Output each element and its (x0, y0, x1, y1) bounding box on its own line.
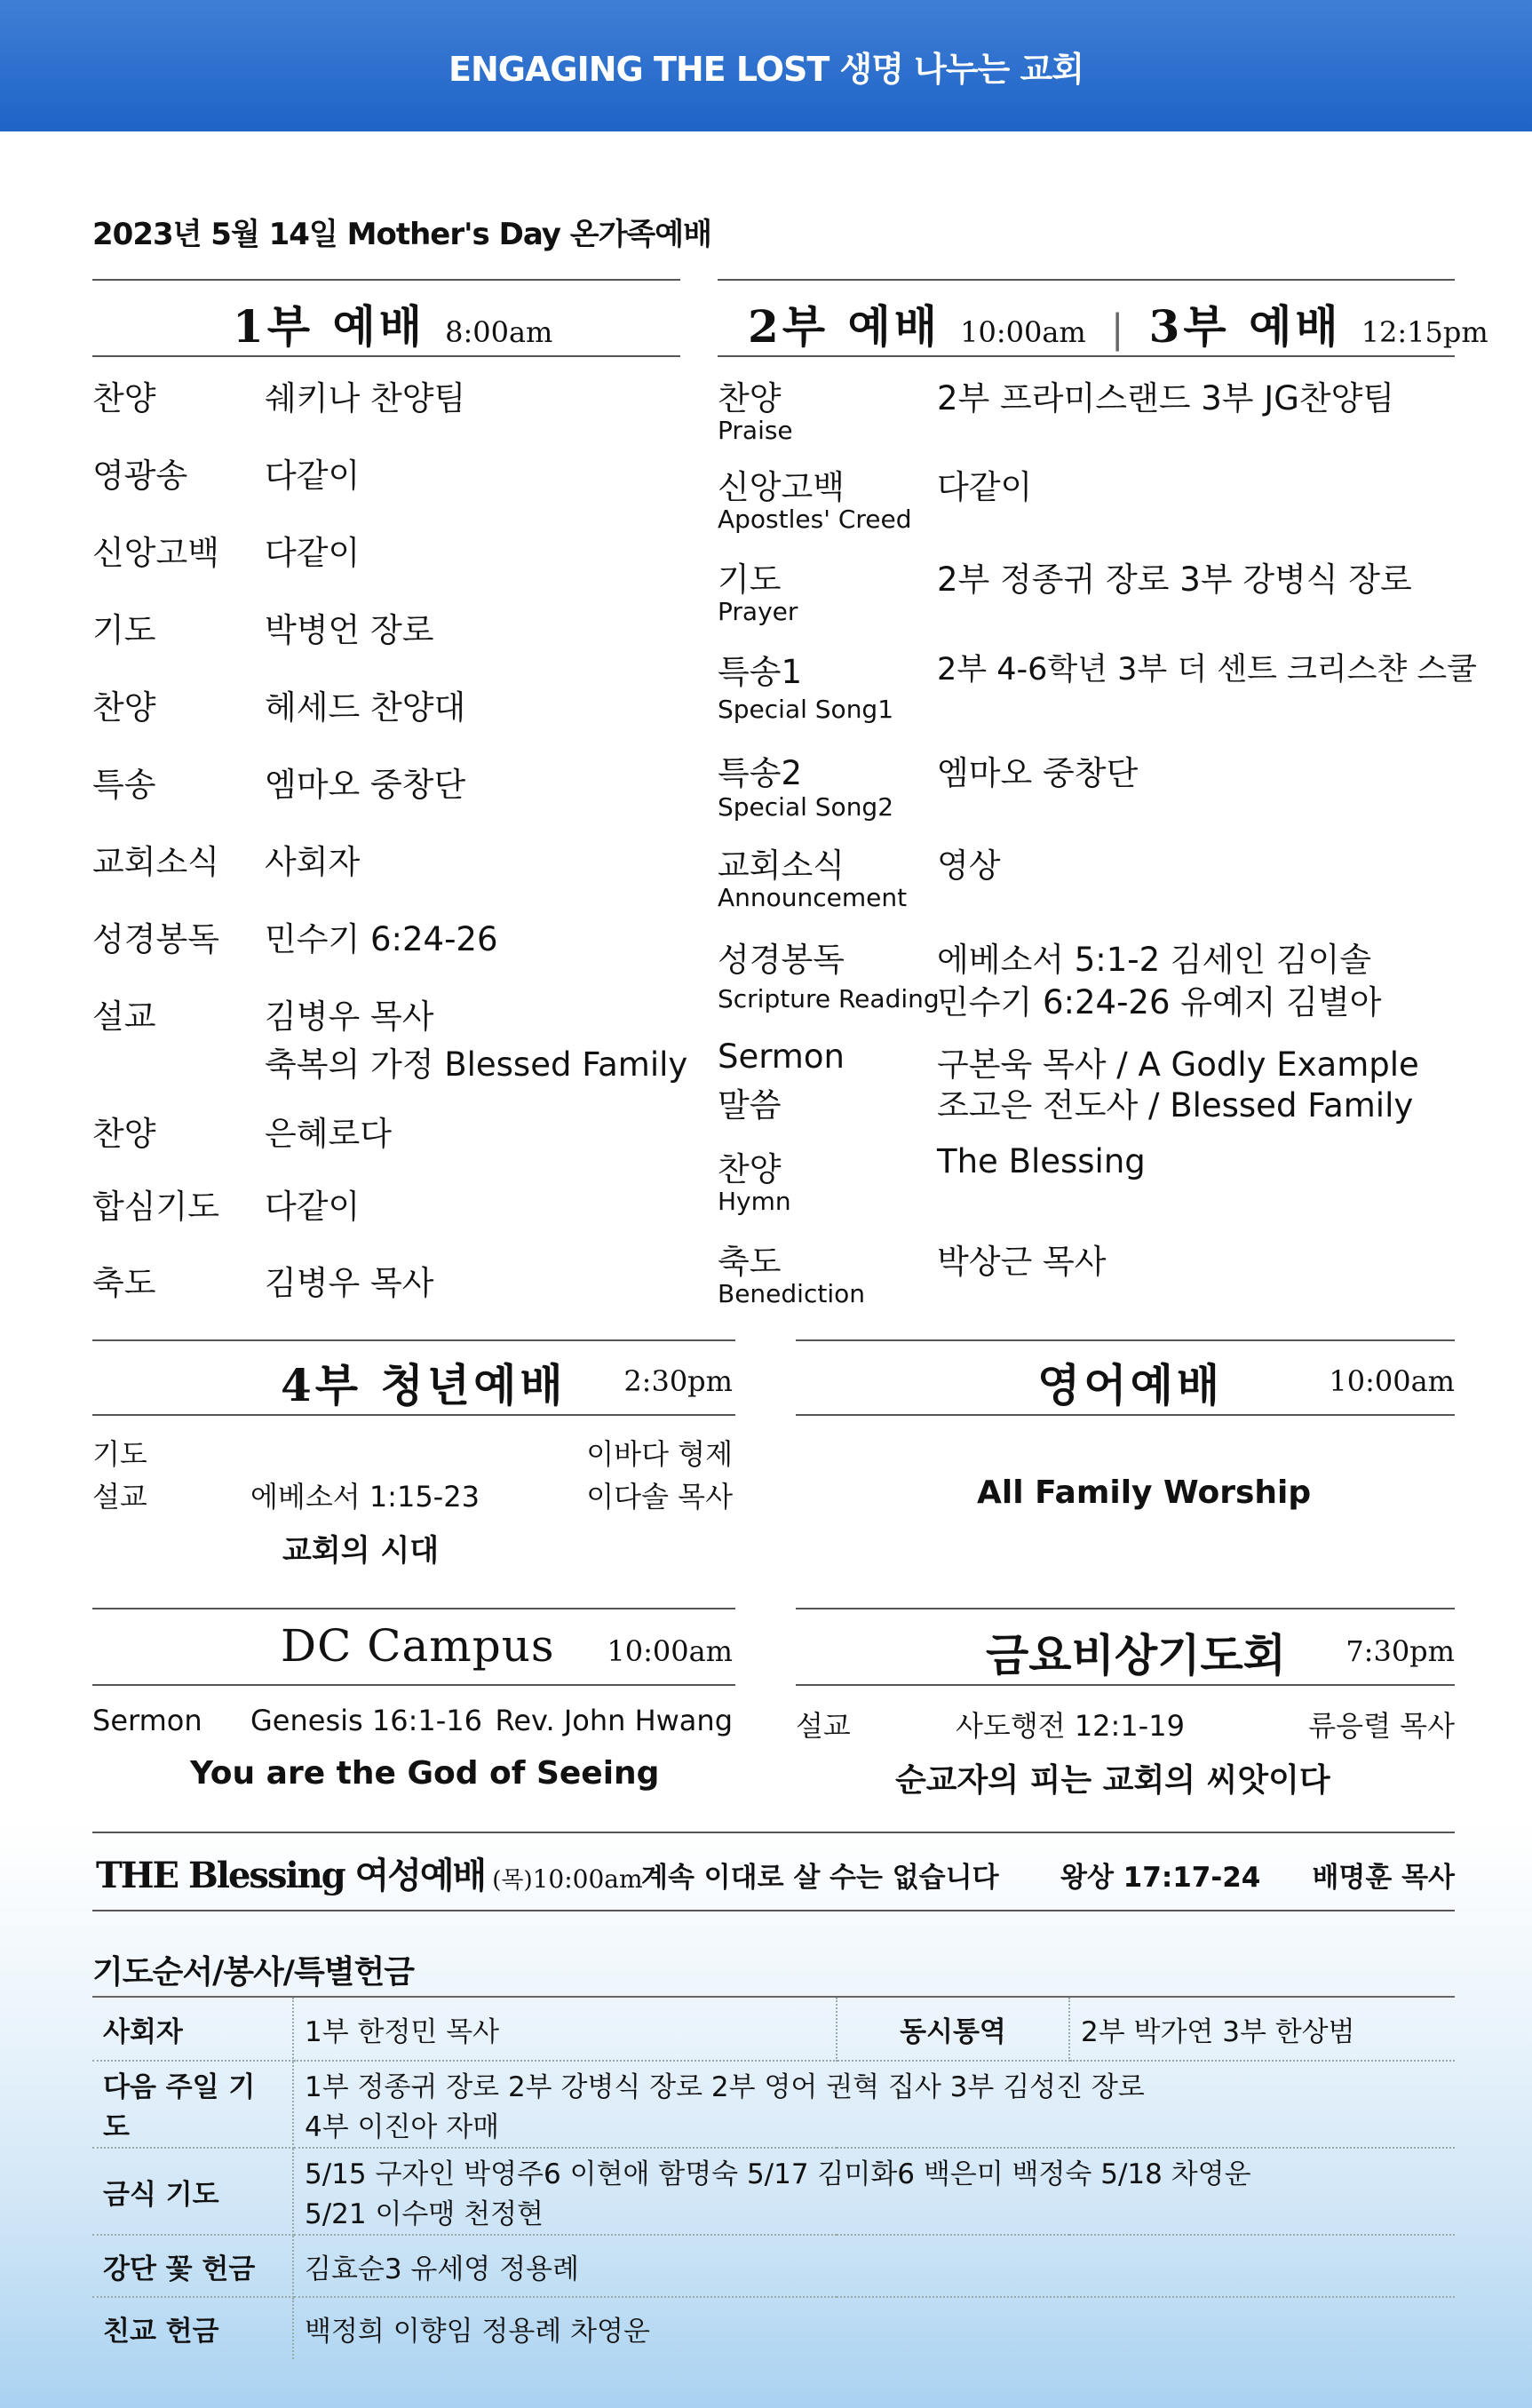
dc-name: DC Campus (281, 1620, 555, 1672)
svc1-value: 사회자 (265, 843, 361, 881)
svc23-sublabel: Special Song1 (718, 695, 894, 724)
table-row (92, 2148, 1455, 2235)
divider (796, 1684, 1455, 1686)
svc23-label: 기도 (718, 560, 782, 599)
svc1-label: 설교 (92, 997, 156, 1036)
fellowship-value: 백정희 이향임 정용례 차영운 (305, 2316, 650, 2348)
service-info-heading: 기도순서/봉사/특별헌금 (92, 1954, 415, 1991)
divider (92, 355, 680, 357)
mc-value: 1부 한정민 목사 (293, 1997, 837, 2061)
svc23-sublabel: 말씀 (718, 1086, 782, 1125)
page-header (0, 0, 1532, 131)
fasting-line: 5/21 이수맹 천정현 (305, 2198, 544, 2230)
interp-value: 2부 박가연 3부 한상범 (1069, 1997, 1455, 2061)
table-row (92, 2061, 1455, 2148)
svc23-heading (748, 291, 1488, 355)
svc23-sublabel: Scripture Reading (718, 984, 940, 1013)
divider (92, 279, 680, 281)
svc23-label: 특송2 (718, 754, 803, 792)
svc1-value: 헤세드 찬양대 (265, 688, 466, 727)
svc1-value: 다같이 (265, 1188, 361, 1226)
svc1-heading (233, 291, 552, 355)
svc1-label: 영광송 (92, 457, 188, 495)
date-title: 2023년 5월 14일 Mother's Day 온가족예배 (92, 217, 711, 252)
svc23-sublabel: Prayer (718, 597, 798, 626)
friday-label: 설교 (796, 1709, 851, 1743)
svc23-label: 특송1 (718, 653, 803, 691)
blessing-heading (96, 1848, 643, 1898)
svc4-sermon-value: 이다솔 목사 (586, 1480, 733, 1514)
svc23-label: 축도 (718, 1243, 782, 1281)
svc1-label: 합심기도 (92, 1188, 219, 1226)
blessing-title: 계속 이대로 살 수는 없습니다 (641, 1862, 999, 1894)
svc1-label: 축도 (92, 1264, 156, 1302)
svc1-value: 엠마오 중창단 (265, 766, 466, 804)
dc-text: Genesis 16:1-16 (250, 1704, 482, 1737)
header-title: ENGAGING THE LOST 생명 나누는 교회 (448, 49, 1084, 89)
fasting-label: 금식 기도 (92, 2148, 293, 2235)
svc1-value: 은혜로다 (265, 1115, 392, 1153)
svc1-time: 8:00am (445, 315, 553, 349)
fasting-cell (293, 2148, 1455, 2235)
svc4-name: 4부 청년예배 (281, 1359, 567, 1411)
dc-speaker: Rev. John Hwang (495, 1704, 733, 1737)
svc23-value: 다같이 (937, 468, 1033, 506)
flower-value: 김효순3 유세영 정용례 (293, 2235, 1455, 2297)
svc23-label: 성경봉독 (718, 941, 845, 979)
svc1-name: 1부 예배 (233, 300, 426, 353)
svc23-sublabel: Apostles' Creed (718, 505, 912, 534)
svc1-value: 다같이 (265, 534, 361, 572)
table-row (92, 2235, 1455, 2297)
english-name: 영어예배 (1037, 1359, 1224, 1411)
svc23-label: 교회소식 (718, 846, 845, 885)
separator-bar: | (1110, 306, 1124, 352)
divider (92, 1910, 1455, 1911)
svc4-sermon-text: 에베소서 1:15-23 (250, 1480, 480, 1514)
svc23-sublabel: Praise (718, 416, 793, 445)
svc23-value: 2부 정종귀 장로 3부 강병식 장로 (937, 560, 1412, 599)
svc2-name: 2부 예배 (748, 300, 941, 353)
blessing-name: THE Blessing 여성예배 (96, 1855, 486, 1896)
divider (718, 355, 1455, 357)
next-prayer-line: 4부 이진아 자매 (305, 2111, 500, 2143)
friday-speaker: 류응렬 목사 (1308, 1709, 1455, 1743)
svc1-value: 김병우 목사 (265, 1264, 434, 1302)
svc23-value: 민수기 6:24-26 유예지 김별아 (937, 983, 1382, 1021)
interp-label: 동시통역 (837, 1997, 1069, 2061)
svc4-sermon-label: 설교 (92, 1480, 147, 1514)
table-row (92, 2297, 1455, 2359)
svc23-value: 2부 프라미스랜드 3부 JG찬양팀 (937, 379, 1395, 417)
svc23-label: 신앙고백 (718, 468, 845, 506)
blessing-day: (목) (492, 1867, 533, 1894)
svc23-value: 엠마오 중창단 (937, 754, 1139, 792)
svc1-value: 박병언 장로 (265, 611, 434, 649)
divider (796, 1414, 1455, 1416)
svc23-sublabel: Special Song2 (718, 792, 894, 822)
dc-time: 10:00am (607, 1634, 733, 1668)
divider (92, 1414, 735, 1416)
svc1-label: 교회소식 (92, 843, 219, 881)
svc23-label: 찬양 (718, 1150, 782, 1188)
mc-label: 사회자 (92, 1997, 293, 2061)
svc23-sublabel: Benediction (718, 1279, 865, 1308)
divider (718, 279, 1455, 281)
svc1-value: 축복의 가정 Blessed Family (265, 1045, 688, 1084)
svc23-label: Sermon (718, 1037, 845, 1076)
svc23-value: 박상근 목사 (937, 1243, 1107, 1281)
blessing-time: 10:00am (532, 1864, 643, 1894)
svc4-heading (281, 1350, 567, 1414)
divider (796, 1339, 1455, 1341)
svc2-time: 10:00am (960, 315, 1086, 349)
next-prayer-cell (293, 2061, 1455, 2148)
svc1-label: 신앙고백 (92, 534, 219, 572)
friday-text: 사도행전 12:1-19 (956, 1709, 1185, 1743)
svc1-label: 기도 (92, 611, 156, 649)
friday-heading (986, 1620, 1286, 1684)
friday-title: 순교자의 피는 교회의 씨앗이다 (895, 1762, 1330, 1799)
fellowship-label: 친교 헌금 (92, 2297, 293, 2359)
svc3-time: 12:15pm (1361, 315, 1488, 349)
svc1-label: 찬양 (92, 379, 156, 417)
flower-label: 강단 꽃 헌금 (92, 2235, 293, 2297)
svc1-label: 찬양 (92, 1115, 156, 1153)
divider (92, 1608, 735, 1609)
svc23-sublabel: Hymn (718, 1187, 791, 1216)
svc23-sublabel: Announcement (718, 883, 908, 912)
svc23-value: 조고은 전도사 / Blessed Family (937, 1086, 1414, 1125)
english-title: All Family Worship (977, 1474, 1312, 1511)
svc1-value: 김병우 목사 (265, 997, 434, 1036)
svc23-value: 영상 (937, 846, 1001, 885)
divider (92, 1684, 735, 1686)
svc4-prayer-label: 기도 (92, 1437, 147, 1471)
svc3-name: 3부 예배 (1148, 300, 1342, 353)
svc1-label: 성경봉독 (92, 920, 219, 958)
svc1-value: 민수기 6:24-26 (265, 920, 498, 958)
blessing-speaker: 배명훈 목사 (1312, 1862, 1455, 1894)
service-info-table (92, 1996, 1455, 2359)
svc1-label: 찬양 (92, 688, 156, 727)
blessing-text: 왕상 17:17-24 (1060, 1862, 1261, 1894)
dc-label: Sermon (92, 1704, 202, 1737)
table-row (92, 1997, 1455, 2061)
svc4-prayer-value: 이바다 형제 (586, 1437, 733, 1471)
fasting-line: 5/15 구자인 박영주6 이현애 함명숙 5/17 김미화6 백은미 백정숙 5/18 차영운 (305, 2158, 1251, 2190)
svc1-value: 쉐키나 찬양팀 (265, 379, 466, 417)
svc1-value: 다같이 (265, 457, 361, 495)
dc-heading (281, 1620, 555, 1672)
svc1-label: 특송 (92, 766, 156, 804)
english-time: 10:00am (1329, 1364, 1455, 1398)
divider (92, 1339, 735, 1341)
friday-name: 금요비상기도회 (986, 1629, 1287, 1681)
dc-title: You are the God of Seeing (190, 1755, 660, 1792)
svc23-label: 찬양 (718, 379, 782, 417)
divider (92, 1832, 1455, 1833)
svc23-value: 2부 4-6학년 3부 더 센트 크리스챤 스쿨 (937, 652, 1477, 687)
svc4-sermon-title: 교회의 시대 (282, 1533, 440, 1569)
next-prayer-label: 다음 주일 기도 (92, 2061, 293, 2148)
svc4-time: 2:30pm (623, 1364, 733, 1398)
next-prayer-line: 1부 정종귀 장로 2부 강병식 장로 2부 영어 권혁 집사 3부 김성진 장로 (305, 2071, 1145, 2103)
svc23-value: 구본욱 목사 / A Godly Example (937, 1045, 1419, 1084)
english-heading (1037, 1350, 1223, 1414)
divider (796, 1608, 1455, 1609)
friday-time: 7:30pm (1345, 1634, 1455, 1668)
svc23-value: 에베소서 5:1-2 김세인 김이솔 (937, 941, 1372, 979)
svc23-value: The Blessing (937, 1142, 1146, 1180)
